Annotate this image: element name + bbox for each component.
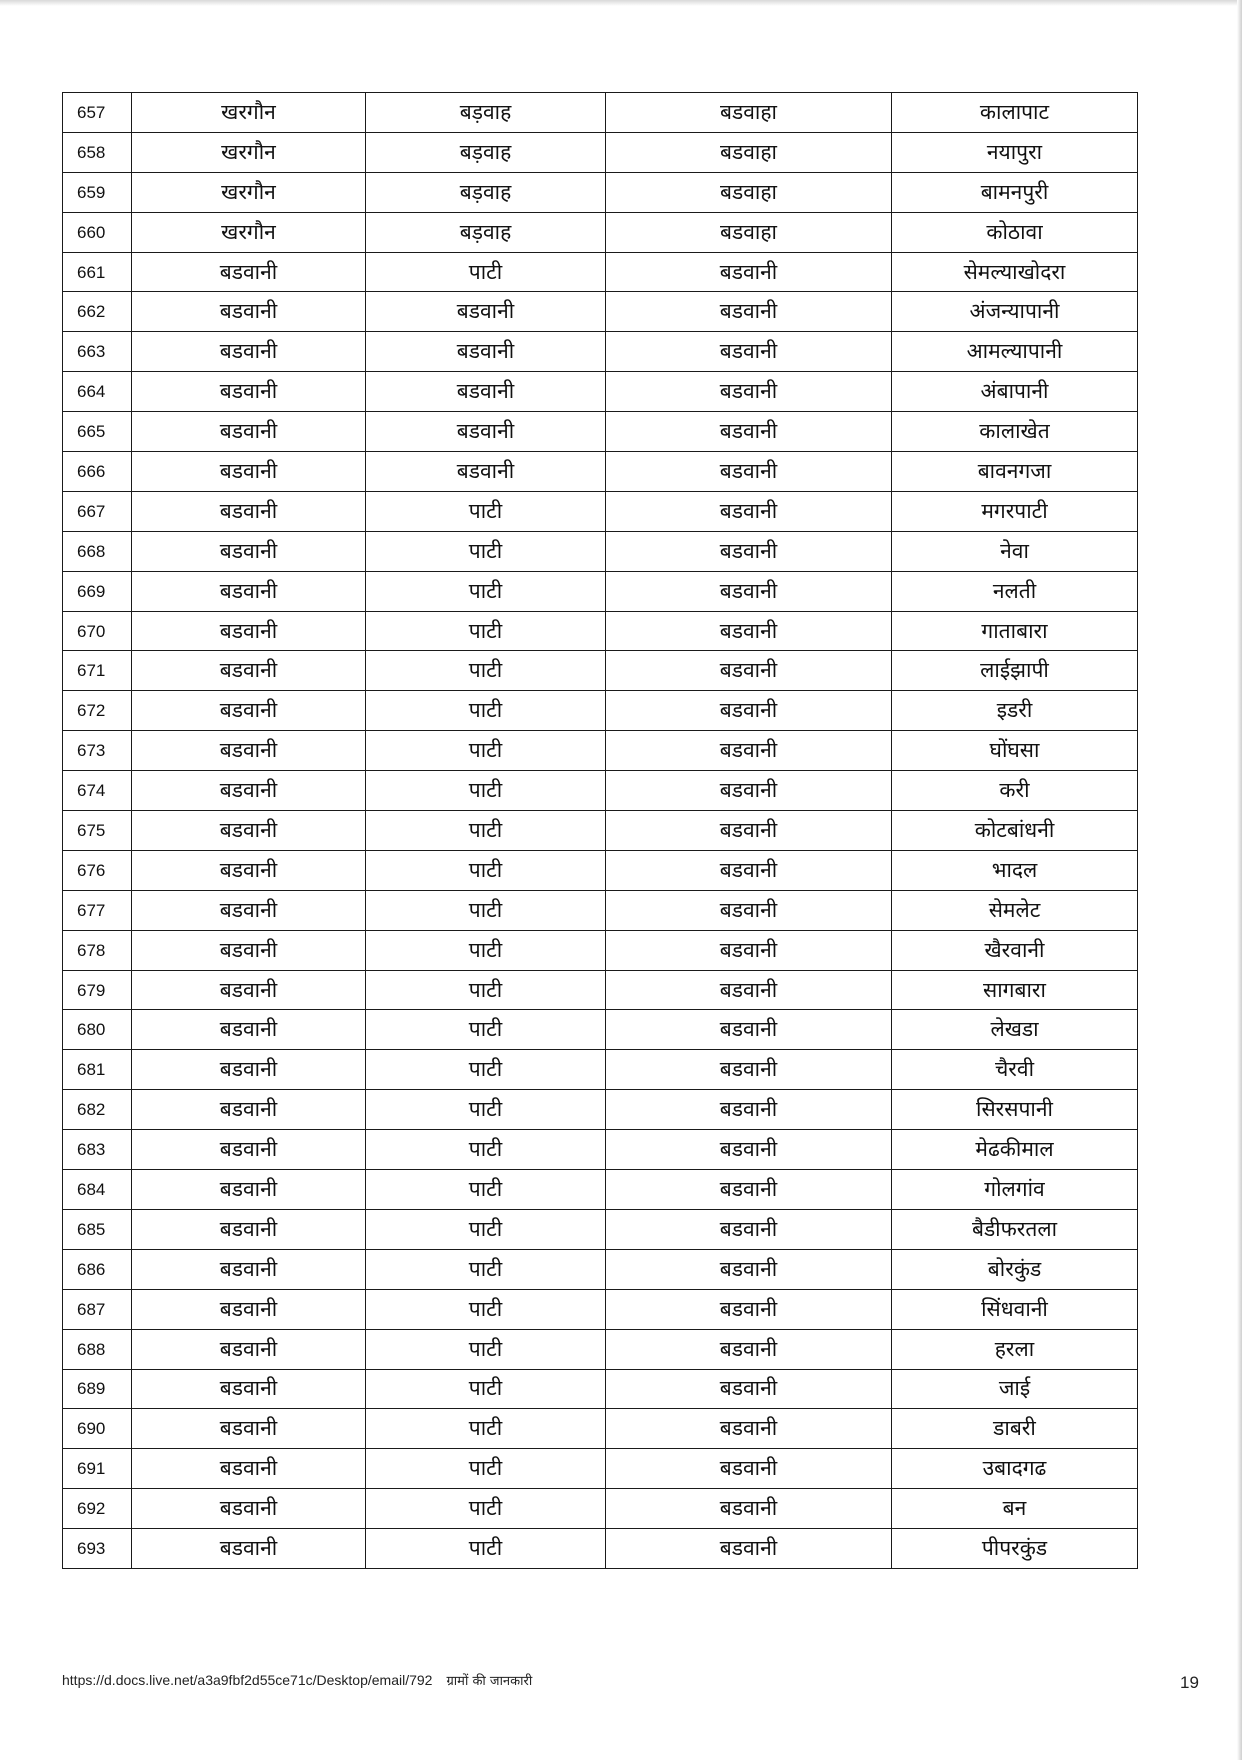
village-cell: मेढकीमाल	[892, 1130, 1138, 1170]
village-cell: सागबारा	[892, 970, 1138, 1010]
block-cell: पाटी	[366, 1409, 606, 1449]
village-cell: इडरी	[892, 691, 1138, 731]
tehsil-cell: बडवानी	[606, 531, 892, 571]
table-row	[63, 212, 1138, 252]
serial-no-cell: 689	[63, 1369, 132, 1409]
block-cell: पाटी	[366, 1249, 606, 1289]
district-cell: बडवानी	[132, 1529, 366, 1569]
serial-no-cell: 670	[63, 611, 132, 651]
village-cell: मगरपाटी	[892, 491, 1138, 531]
serial-no-cell: 693	[63, 1529, 132, 1569]
district-cell: बडवानी	[132, 651, 366, 691]
block-cell: पाटी	[366, 691, 606, 731]
block-cell: बडवानी	[366, 452, 606, 492]
block-cell: पाटी	[366, 1170, 606, 1210]
village-cell: सेमलेट	[892, 890, 1138, 930]
district-cell: बडवानी	[132, 1369, 366, 1409]
village-cell: चैरवी	[892, 1050, 1138, 1090]
block-cell: पाटी	[366, 811, 606, 851]
village-cell: बावनगजा	[892, 452, 1138, 492]
block-cell: बड़वाह	[366, 172, 606, 212]
district-cell: बडवानी	[132, 1090, 366, 1130]
block-cell: बडवानी	[366, 332, 606, 372]
serial-no-cell: 663	[63, 332, 132, 372]
tehsil-cell: बडवानी	[606, 1010, 892, 1050]
village-cell: हरला	[892, 1329, 1138, 1369]
village-cell: अंजन्यापानी	[892, 292, 1138, 332]
table-row	[63, 1449, 1138, 1489]
serial-no-cell: 675	[63, 811, 132, 851]
block-cell: बड़वाह	[366, 132, 606, 172]
village-table	[62, 92, 1138, 1569]
serial-no-cell: 688	[63, 1329, 132, 1369]
block-cell: बड़वाह	[366, 212, 606, 252]
district-cell: बडवानी	[132, 1010, 366, 1050]
block-cell: पाटी	[366, 531, 606, 571]
block-cell: पाटी	[366, 890, 606, 930]
block-cell: पाटी	[366, 611, 606, 651]
village-cell: नयापुरा	[892, 132, 1138, 172]
district-cell: खरगौन	[132, 172, 366, 212]
district-cell: बडवानी	[132, 771, 366, 811]
district-cell: बडवानी	[132, 412, 366, 452]
tehsil-cell: बडवानी	[606, 332, 892, 372]
serial-no-cell: 680	[63, 1010, 132, 1050]
village-cell: नेवा	[892, 531, 1138, 571]
district-cell: बडवानी	[132, 930, 366, 970]
district-cell: बडवानी	[132, 452, 366, 492]
village-cell: कोटबांधनी	[892, 811, 1138, 851]
table-row	[63, 1369, 1138, 1409]
block-cell: पाटी	[366, 1369, 606, 1409]
serial-no-cell: 661	[63, 252, 132, 292]
tehsil-cell: बडवाहा	[606, 172, 892, 212]
serial-no-cell: 668	[63, 531, 132, 571]
serial-no-cell: 682	[63, 1090, 132, 1130]
district-cell: बडवानी	[132, 372, 366, 412]
district-cell: बडवानी	[132, 491, 366, 531]
block-cell: पाटी	[366, 850, 606, 890]
table-row	[63, 252, 1138, 292]
tehsil-cell: बडवानी	[606, 611, 892, 651]
village-cell: भादल	[892, 850, 1138, 890]
block-cell: बड़वाह	[366, 93, 606, 133]
district-cell: बडवानी	[132, 811, 366, 851]
village-cell: नलती	[892, 571, 1138, 611]
tehsil-cell: बडवाहा	[606, 93, 892, 133]
village-cell: घोंघसा	[892, 731, 1138, 771]
table-row	[63, 651, 1138, 691]
table-row	[63, 1209, 1138, 1249]
table-row	[63, 930, 1138, 970]
village-cell: सिरसपानी	[892, 1090, 1138, 1130]
village-cell: सेमल्याखोदरा	[892, 252, 1138, 292]
village-cell: कालाखेत	[892, 412, 1138, 452]
village-cell: करी	[892, 771, 1138, 811]
village-cell: गोलगांव	[892, 1170, 1138, 1210]
table-row	[63, 1090, 1138, 1130]
tehsil-cell: बडवाहा	[606, 132, 892, 172]
district-cell: बडवानी	[132, 1449, 366, 1489]
footer-doc-title: ग्रामों की जानकारी	[446, 1674, 533, 1689]
block-cell: पाटी	[366, 771, 606, 811]
village-cell: बन	[892, 1489, 1138, 1529]
tehsil-cell: बडवानी	[606, 1329, 892, 1369]
table-row	[63, 172, 1138, 212]
serial-no-cell: 667	[63, 491, 132, 531]
table-row	[63, 412, 1138, 452]
scan-edge-right	[1237, 0, 1242, 1760]
table-row	[63, 93, 1138, 133]
village-cell: जाई	[892, 1369, 1138, 1409]
serial-no-cell: 687	[63, 1289, 132, 1329]
district-cell: बडवानी	[132, 1249, 366, 1289]
tehsil-cell: बडवानी	[606, 1209, 892, 1249]
table-row	[63, 970, 1138, 1010]
village-cell: बैडीफरतला	[892, 1209, 1138, 1249]
tehsil-cell: बडवानी	[606, 1369, 892, 1409]
district-cell: बडवानी	[132, 571, 366, 611]
tehsil-cell: बडवानी	[606, 1529, 892, 1569]
district-cell: बडवानी	[132, 850, 366, 890]
village-cell: कालापाट	[892, 93, 1138, 133]
table-row	[63, 890, 1138, 930]
table-row	[63, 292, 1138, 332]
table-row	[63, 1249, 1138, 1289]
district-cell: बडवानी	[132, 1489, 366, 1529]
tehsil-cell: बडवानी	[606, 1449, 892, 1489]
serial-no-cell: 677	[63, 890, 132, 930]
tehsil-cell: बडवानी	[606, 571, 892, 611]
tehsil-cell: बडवानी	[606, 372, 892, 412]
tehsil-cell: बडवानी	[606, 412, 892, 452]
table-row	[63, 731, 1138, 771]
village-cell: आमल्यापानी	[892, 332, 1138, 372]
table-row	[63, 491, 1138, 531]
block-cell: पाटी	[366, 1130, 606, 1170]
tehsil-cell: बडवानी	[606, 1130, 892, 1170]
serial-no-cell: 673	[63, 731, 132, 771]
district-cell: बडवानी	[132, 332, 366, 372]
district-cell: बडवानी	[132, 1170, 366, 1210]
table-row	[63, 452, 1138, 492]
district-cell: बडवानी	[132, 292, 366, 332]
serial-no-cell: 684	[63, 1170, 132, 1210]
block-cell: पाटी	[366, 1449, 606, 1489]
village-cell: कोठावा	[892, 212, 1138, 252]
block-cell: बडवानी	[366, 372, 606, 412]
district-cell: बडवानी	[132, 1289, 366, 1329]
serial-no-cell: 669	[63, 571, 132, 611]
table-row	[63, 332, 1138, 372]
table-row	[63, 372, 1138, 412]
tehsil-cell: बडवानी	[606, 771, 892, 811]
block-cell: पाटी	[366, 651, 606, 691]
village-cell: अंबापानी	[892, 372, 1138, 412]
serial-no-cell: 660	[63, 212, 132, 252]
tehsil-cell: बडवानी	[606, 1050, 892, 1090]
district-cell: बडवानी	[132, 890, 366, 930]
block-cell: पाटी	[366, 1529, 606, 1569]
district-cell: बडवानी	[132, 252, 366, 292]
serial-no-cell: 671	[63, 651, 132, 691]
table-row	[63, 691, 1138, 731]
serial-no-cell: 657	[63, 93, 132, 133]
serial-no-cell: 662	[63, 292, 132, 332]
block-cell: बडवानी	[366, 412, 606, 452]
serial-no-cell: 681	[63, 1050, 132, 1090]
table-row	[63, 611, 1138, 651]
village-cell: डाबरी	[892, 1409, 1138, 1449]
district-cell: खरगौन	[132, 212, 366, 252]
table-row	[63, 1010, 1138, 1050]
block-cell: पाटी	[366, 1090, 606, 1130]
scan-edge-top	[0, 0, 1242, 6]
tehsil-cell: बडवानी	[606, 1170, 892, 1210]
district-cell: बडवानी	[132, 1050, 366, 1090]
tehsil-cell: बडवानी	[606, 1409, 892, 1449]
district-cell: बडवानी	[132, 1329, 366, 1369]
block-cell: पाटी	[366, 252, 606, 292]
block-cell: पाटी	[366, 1489, 606, 1529]
table-row	[63, 1409, 1138, 1449]
table-row	[63, 531, 1138, 571]
tehsil-cell: बडवानी	[606, 1249, 892, 1289]
tehsil-cell: बडवानी	[606, 890, 892, 930]
block-cell: पाटी	[366, 1289, 606, 1329]
block-cell: पाटी	[366, 491, 606, 531]
tehsil-cell: बडवानी	[606, 731, 892, 771]
serial-no-cell: 664	[63, 372, 132, 412]
village-table-body	[63, 93, 1138, 1569]
table-row	[63, 571, 1138, 611]
block-cell: पाटी	[366, 930, 606, 970]
tehsil-cell: बडवानी	[606, 850, 892, 890]
district-cell: बडवानी	[132, 1130, 366, 1170]
footer-url: https://d.docs.live.net/a3a9fbf2d55ce71c/Desktop/email/792	[62, 1672, 433, 1688]
serial-no-cell: 674	[63, 771, 132, 811]
serial-no-cell: 679	[63, 970, 132, 1010]
table-row	[63, 1329, 1138, 1369]
table-row	[63, 850, 1138, 890]
block-cell: पाटी	[366, 1010, 606, 1050]
table-row	[63, 1489, 1138, 1529]
block-cell: पाटी	[366, 1209, 606, 1249]
block-cell: पाटी	[366, 1329, 606, 1369]
serial-no-cell: 690	[63, 1409, 132, 1449]
district-cell: बडवानी	[132, 1209, 366, 1249]
tehsil-cell: बडवानी	[606, 970, 892, 1010]
tehsil-cell: बडवानी	[606, 930, 892, 970]
tehsil-cell: बडवानी	[606, 292, 892, 332]
village-cell: लेखडा	[892, 1010, 1138, 1050]
footer	[62, 1671, 532, 1689]
tehsil-cell: बडवानी	[606, 1289, 892, 1329]
district-cell: बडवानी	[132, 611, 366, 651]
table-row	[63, 1529, 1138, 1569]
tehsil-cell: बडवाहा	[606, 212, 892, 252]
village-cell: खैरवानी	[892, 930, 1138, 970]
district-cell: बडवानी	[132, 970, 366, 1010]
serial-no-cell: 692	[63, 1489, 132, 1529]
table-row	[63, 811, 1138, 851]
block-cell: पाटी	[366, 1050, 606, 1090]
serial-no-cell: 659	[63, 172, 132, 212]
village-cell: पीपरकुंड	[892, 1529, 1138, 1569]
village-cell: सिंधवानी	[892, 1289, 1138, 1329]
block-cell: पाटी	[366, 571, 606, 611]
district-cell: बडवानी	[132, 731, 366, 771]
tehsil-cell: बडवानी	[606, 1489, 892, 1529]
block-cell: पाटी	[366, 970, 606, 1010]
village-cell: लाईझापी	[892, 651, 1138, 691]
village-cell: उबादगढ	[892, 1449, 1138, 1489]
serial-no-cell: 686	[63, 1249, 132, 1289]
table-row	[63, 1130, 1138, 1170]
table-row	[63, 1050, 1138, 1090]
serial-no-cell: 676	[63, 850, 132, 890]
tehsil-cell: बडवानी	[606, 452, 892, 492]
tehsil-cell: बडवानी	[606, 651, 892, 691]
serial-no-cell: 683	[63, 1130, 132, 1170]
tehsil-cell: बडवानी	[606, 1090, 892, 1130]
tehsil-cell: बडवानी	[606, 491, 892, 531]
table-row	[63, 132, 1138, 172]
block-cell: पाटी	[366, 731, 606, 771]
serial-no-cell: 685	[63, 1209, 132, 1249]
serial-no-cell: 666	[63, 452, 132, 492]
table-row	[63, 1289, 1138, 1329]
block-cell: बडवानी	[366, 292, 606, 332]
table-row	[63, 1170, 1138, 1210]
page-number: 19	[1180, 1673, 1199, 1692]
serial-no-cell: 678	[63, 930, 132, 970]
serial-no-cell: 658	[63, 132, 132, 172]
district-cell: बडवानी	[132, 531, 366, 571]
village-cell: बामनपुरी	[892, 172, 1138, 212]
table-row	[63, 771, 1138, 811]
district-cell: बडवानी	[132, 1409, 366, 1449]
district-cell: खरगौन	[132, 132, 366, 172]
village-cell: गाताबारा	[892, 611, 1138, 651]
serial-no-cell: 691	[63, 1449, 132, 1489]
tehsil-cell: बडवानी	[606, 252, 892, 292]
tehsil-cell: बडवानी	[606, 691, 892, 731]
serial-no-cell: 665	[63, 412, 132, 452]
tehsil-cell: बडवानी	[606, 811, 892, 851]
district-cell: बडवानी	[132, 691, 366, 731]
district-cell: खरगौन	[132, 93, 366, 133]
serial-no-cell: 672	[63, 691, 132, 731]
village-cell: बोरकुंड	[892, 1249, 1138, 1289]
